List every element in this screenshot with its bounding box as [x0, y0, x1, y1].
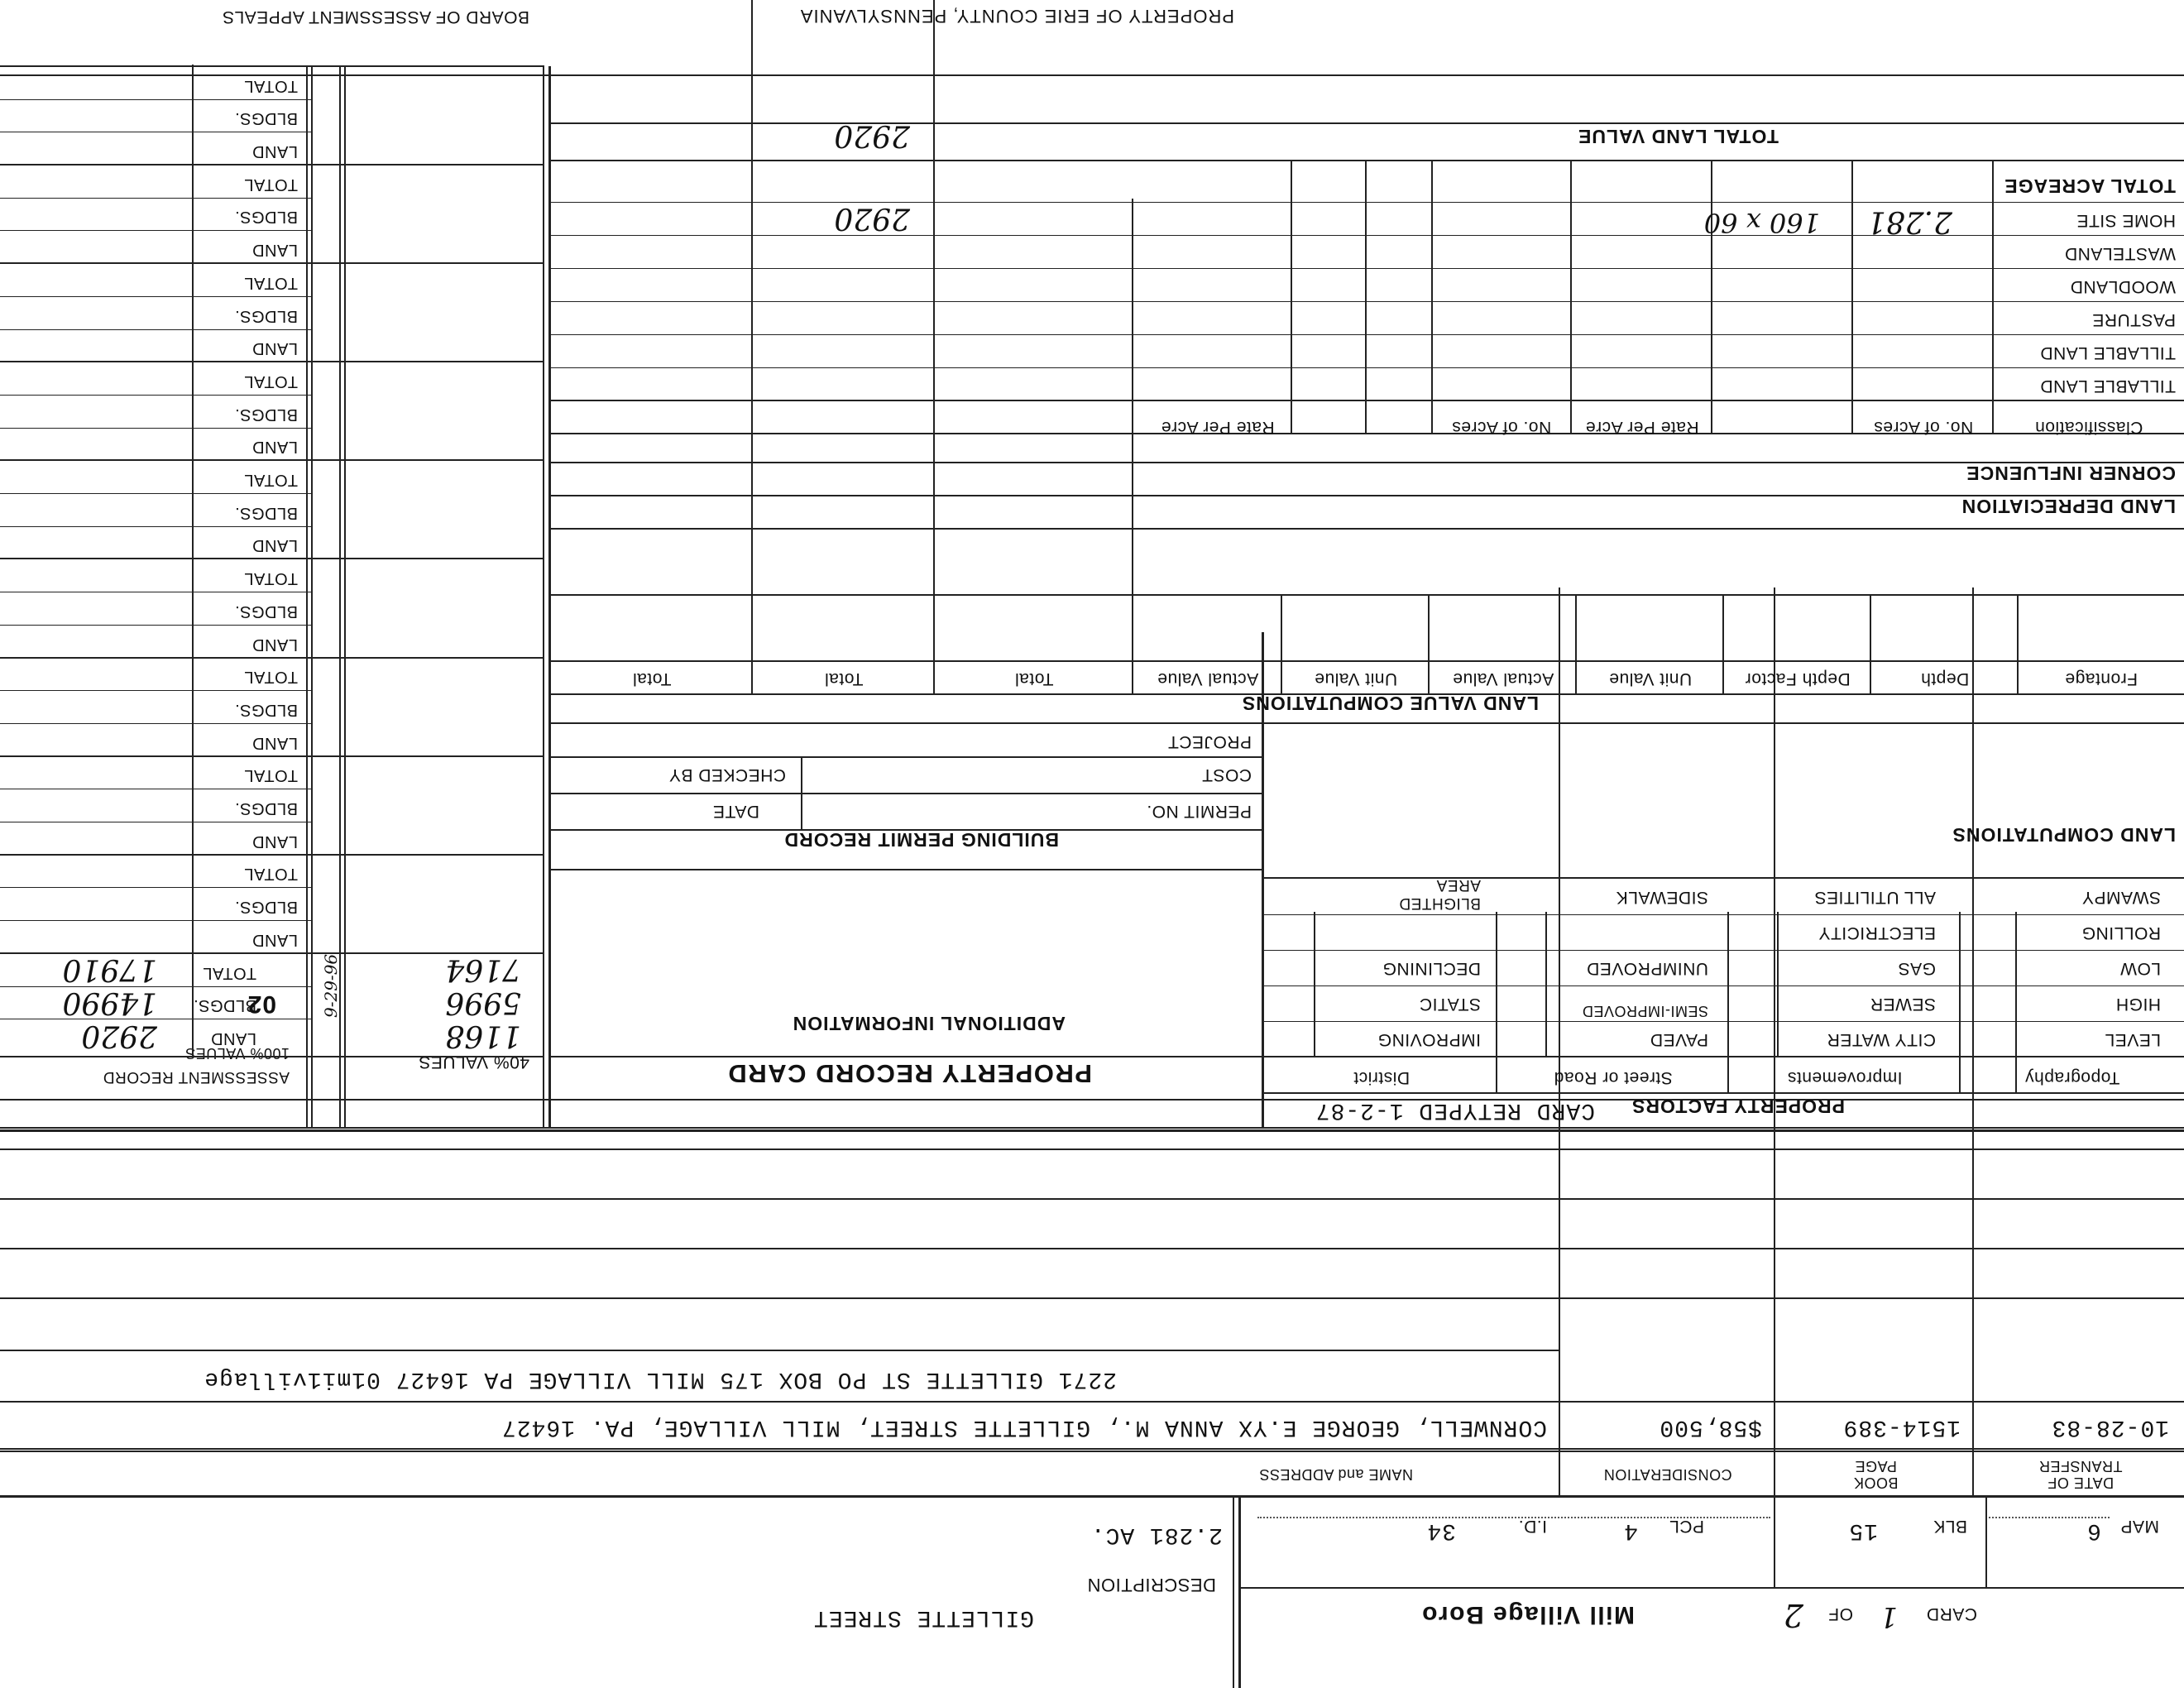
divider [551, 793, 1264, 794]
divider [0, 1248, 2184, 1249]
divider [551, 1056, 1264, 1057]
assess-total: 17910 [62, 952, 157, 986]
class-home-site: HOME SITE [2076, 211, 2176, 230]
divider [0, 296, 313, 297]
divider [751, 0, 753, 695]
value-row-label: TOTAL [243, 668, 298, 687]
imp-sewer: SEWER [1870, 995, 1936, 1014]
divider [0, 690, 313, 691]
pcl-label: PCL [1669, 1517, 1704, 1536]
board-header: BOARD OF ASSESSMENT APPEALS [222, 7, 529, 26]
street-paved: PAVED [1650, 1030, 1708, 1049]
imp-gas: GAS [1898, 959, 1936, 978]
lv-unit-value-1: Unit Value [1608, 669, 1693, 688]
blk-value: 15 [1848, 1518, 1878, 1543]
homesite-value: 2920 [834, 201, 910, 235]
divider [1233, 1498, 1234, 1688]
acre-classification: Classification [2034, 418, 2143, 437]
acre-no-acres-1: No. of Acres [1873, 418, 1974, 437]
divider [551, 594, 2184, 596]
divider [0, 526, 313, 527]
value-row-label: BLDGS. [234, 701, 298, 719]
value-row-label: BLDGS. [234, 898, 298, 917]
lv-actual-value-2: Actual Value [1157, 669, 1259, 688]
acre-rate-2: Rate Per Acre [1161, 418, 1275, 437]
divider [551, 693, 2184, 695]
divider [1774, 587, 1775, 1498]
divider [0, 888, 313, 889]
district-improving: IMPROVING [1377, 1030, 1481, 1049]
acreage-value: 2.281 AC. [1090, 1522, 1223, 1547]
divider [0, 459, 544, 461]
lv-total-2: Total [824, 669, 864, 688]
divider [1314, 912, 1315, 1057]
permit-cost-label: COST [1201, 765, 1252, 784]
divider [0, 559, 544, 560]
divider [0, 428, 313, 429]
value-row-label: BLDGS. [234, 208, 298, 227]
divider [0, 65, 544, 67]
divider [0, 361, 544, 362]
transfer-consideration: $58,500 [1659, 1414, 1762, 1440]
divider [548, 66, 551, 1129]
divider [311, 66, 313, 1129]
divider [0, 986, 313, 987]
value-row-label: BLDGS. [234, 306, 298, 325]
value-row-label: TOTAL [243, 175, 298, 194]
divider [0, 164, 544, 165]
divider [0, 1149, 2184, 1150]
divider [0, 854, 544, 856]
land-value-comp-title: LAND VALUE COMPUTATIONS [1241, 693, 1539, 714]
topo-swampy: SWAMPY [2081, 888, 2161, 907]
value-row-label: TOTAL [243, 372, 298, 391]
record-card-title: PROPERTY RECORD CARD [726, 1059, 1092, 1088]
topo-rolling: ROLLING [2081, 923, 2161, 942]
value-row-label: LAND [251, 536, 298, 555]
description-value: GILLETTE STREET [812, 1604, 1034, 1630]
topo-level: LEVEL [2105, 1030, 2161, 1049]
transfer-address: 2271 GILLETTE ST PO BOX 175 MILL VILLAGE PA 16427 01mi1village [204, 1366, 1117, 1392]
divider [1985, 1517, 2110, 1518]
divider [0, 1297, 2184, 1299]
homesite-rate: 160 x 60 [1703, 207, 1820, 238]
acre-rate-1: Rate Per Acre [1585, 418, 1699, 437]
value-row-label: BLDGS. [193, 996, 256, 1015]
municipality: Mill Village Boro [1420, 1601, 1635, 1628]
lv-depth: Depth [1920, 669, 1970, 688]
divider [0, 1448, 2184, 1450]
divider [0, 231, 313, 232]
divider [0, 1099, 2184, 1101]
card-label: CARD [1926, 1604, 1977, 1623]
value-row-label: LAND [251, 438, 298, 457]
value-row-label: BLDGS. [234, 109, 298, 128]
value-row-label: BLDGS. [234, 799, 298, 818]
divider [1559, 587, 1560, 1498]
land-depreciation-label: LAND DEPRECIATION [1961, 496, 2176, 517]
divider [0, 493, 313, 494]
divider [551, 160, 2184, 161]
value-row-label: LAND [251, 832, 298, 851]
divider [551, 722, 1264, 724]
divider [0, 1451, 2184, 1452]
divider [1545, 912, 1547, 1057]
divider [1264, 1021, 2184, 1022]
divider [1264, 914, 2184, 915]
map-value: 6 [2086, 1518, 2101, 1543]
value-row-label: TOTAL [243, 471, 298, 490]
book-label: BOOK [1853, 1475, 1899, 1491]
divider [1264, 877, 2184, 879]
divider [0, 1056, 544, 1057]
divider [1777, 912, 1779, 1057]
divider [551, 301, 2184, 302]
lv-total-3: Total [632, 669, 672, 688]
transfer-date: 10-28-83 [2051, 1414, 2169, 1440]
class-tillable-2: TILLABLE LAND [2039, 343, 2176, 362]
divider [2015, 912, 2017, 1094]
divider [551, 334, 2184, 335]
divider [1264, 722, 2184, 724]
divider [1972, 587, 1974, 1498]
divider [551, 660, 2184, 662]
divider [543, 66, 544, 1129]
date-transfer-label-2: TRANSFER [2038, 1458, 2123, 1475]
value-row-label: LAND [210, 1029, 256, 1048]
divider [0, 395, 313, 396]
v40-land: 1168 [445, 1019, 521, 1053]
value-row-label: LAND [251, 339, 298, 358]
divider [1257, 1517, 1770, 1518]
assessment-sub: 100% VALUES [184, 1045, 290, 1062]
value-row-label: TOTAL [243, 865, 298, 884]
value-row-label: TOTAL [243, 569, 298, 588]
divider [0, 262, 544, 264]
divider [1264, 1056, 2184, 1057]
permit-checked-label: CHECKED BY [668, 765, 786, 784]
value-row-label: TOTAL [202, 963, 256, 982]
divider [0, 329, 313, 330]
id-value: 34 [1426, 1518, 1456, 1543]
permit-record-title: BUILDING PERMIT RECORD [783, 829, 1059, 851]
value-row-label: BLDGS. [234, 503, 298, 522]
divider [0, 657, 544, 659]
divider [551, 829, 1264, 831]
divider [0, 1198, 2184, 1200]
v40-bldgs: 5996 [445, 985, 521, 1019]
divider [0, 99, 313, 100]
divider [0, 625, 313, 626]
imp-electricity: ELECTRICITY [1818, 923, 1936, 942]
divider [1264, 985, 2184, 986]
value-row-label: LAND [251, 930, 298, 949]
corner-influence-label: CORNER INFLUENCE [1966, 463, 2176, 484]
divider [1132, 199, 1133, 695]
v40-total: 7164 [445, 952, 521, 986]
acre-no-acres-2: No. of Acres [1451, 418, 1552, 437]
divider [551, 367, 2184, 368]
divider [0, 1401, 2184, 1403]
divider [0, 1495, 2184, 1498]
total-land-value: 2920 [834, 118, 910, 152]
col-topography: Topography [2024, 1068, 2120, 1087]
homesite-acres: 2.281 [1866, 204, 1952, 238]
value-row-label: TOTAL [243, 273, 298, 292]
divider [0, 755, 544, 757]
id-label: I.D. [1518, 1517, 1547, 1536]
value-row-label: TOTAL [243, 76, 298, 95]
value-row-label: LAND [251, 635, 298, 654]
assess-land: 2920 [81, 1019, 157, 1053]
divider [0, 920, 313, 921]
lv-frontage: Frontage [2064, 669, 2138, 688]
divider [1238, 1498, 1241, 1688]
divider [0, 74, 2184, 76]
class-woodland: WOODLAND [2070, 277, 2176, 296]
divider [344, 66, 346, 1129]
district-declining: DECLINING [1382, 959, 1481, 978]
v40-date-note: 9-29-96 [321, 953, 341, 1018]
assessment-header: ASSESSMENT RECORD [103, 1068, 290, 1086]
divider [1281, 596, 1282, 695]
col-street: Street or Road [1554, 1068, 1673, 1087]
lv-total-1: Total [1014, 669, 1054, 688]
lv-depth-factor: Depth Factor [1745, 669, 1851, 688]
divider [551, 268, 2184, 269]
divider [1241, 1587, 2184, 1589]
divider [1985, 1498, 1987, 1589]
class-pasture: PASTURE [2091, 310, 2176, 329]
divider [1722, 596, 1724, 695]
divider [551, 122, 2184, 124]
date-transfer-label-1: DATE OF [2047, 1475, 2115, 1491]
divider [0, 1350, 1560, 1351]
divider [0, 1127, 2184, 1129]
divider [933, 0, 935, 695]
description-label: DESCRIPTION [1087, 1575, 1216, 1595]
imp-all-utilities: ALL UTILITIES [1814, 888, 1936, 907]
lv-actual-value-1: Actual Value [1452, 669, 1554, 688]
card-no: 1 [1880, 1600, 1898, 1633]
divider [801, 758, 802, 831]
v40-code: 02 [247, 990, 276, 1018]
transfer-name: CORNWELL, GEORGE E.YX ANNA M., GILLETTE STREET, MILL VILLAGE, PA. 16427 [501, 1414, 1547, 1440]
imp-city-water: CITY WATER [1827, 1030, 1936, 1049]
col-improvements: Improvements [1787, 1068, 1903, 1087]
street-sidewalk: SIDEWALK [1616, 888, 1708, 907]
transfer-book-page: 1514-389 [1842, 1414, 1961, 1440]
divider [551, 462, 2184, 463]
street-unimproved: UNIMPROVED [1586, 959, 1708, 978]
class-total-acreage: TOTAL ACREAGE [2004, 175, 2176, 197]
page-label: PAGE [1855, 1458, 1897, 1475]
divider [0, 198, 313, 199]
divider [1727, 912, 1729, 1094]
divider [1264, 1092, 2184, 1094]
divider [1264, 950, 2184, 951]
pcl-value: 4 [1623, 1518, 1638, 1543]
district-blighted: BLIGHTED AREA [1398, 876, 1481, 912]
value-row-label: BLDGS. [234, 602, 298, 621]
of-total: 2 [1783, 1597, 1803, 1633]
class-tillable-1: TILLABLE LAND [2039, 376, 2176, 396]
divider [1870, 596, 1871, 695]
total-land-value-label: TOTAL LAND VALUE [1577, 126, 1779, 147]
blk-label: BLK [1933, 1517, 1967, 1536]
divider [1428, 596, 1430, 695]
divider [1575, 596, 1577, 695]
land-computations-title: LAND COMPUTATIONS [1952, 824, 2176, 846]
divider [551, 869, 1264, 870]
street-semi-improved: SEMI-IMPROVED [1582, 1003, 1708, 1019]
district-static: STATIC [1419, 995, 1481, 1014]
card-retyped: CARD RETYPED 1-2-87 [1315, 1097, 1595, 1123]
divider [192, 65, 194, 1057]
of-label: OF [1827, 1604, 1853, 1623]
col-district: District [1353, 1068, 1410, 1087]
divider [2017, 596, 2019, 695]
permit-date-label: DATE [712, 802, 759, 821]
divider [551, 756, 1264, 758]
lv-unit-value-2: Unit Value [1314, 669, 1398, 688]
value-row-label: LAND [251, 733, 298, 752]
divider [0, 1129, 2184, 1132]
topo-high: HIGH [2115, 995, 2161, 1014]
divider [1959, 912, 1961, 1094]
divider [1496, 912, 1497, 1094]
consideration-label: CONSIDERATION [1603, 1466, 1732, 1483]
divider [306, 66, 308, 1129]
value-row-label: BLDGS. [234, 405, 298, 424]
divider [551, 528, 2184, 530]
divider [551, 400, 2184, 401]
permit-no-label: PERMIT NO. [1146, 802, 1252, 821]
additional-info-label: ADDITIONAL INFORMATION [792, 1013, 1066, 1034]
divider [1774, 1498, 1775, 1589]
property-of-header: PROPERTY OF ERIE COUNTY, PENNSYLVANIA [799, 6, 1234, 26]
values-40-header: 40% VALUES [418, 1053, 529, 1072]
topo-low: LOW [2119, 959, 2161, 978]
divider [551, 495, 2184, 496]
divider [0, 952, 544, 954]
permit-project-label: PROJECT [1167, 732, 1252, 751]
divider [551, 202, 2184, 203]
value-row-label: LAND [251, 241, 298, 260]
value-row-label: TOTAL [243, 766, 298, 785]
divider [0, 723, 313, 724]
value-row-label: LAND [251, 142, 298, 161]
name-address-label: NAME and ADDRESS [1258, 1466, 1414, 1483]
assess-bldgs: 14990 [62, 985, 157, 1019]
property-factors-title: PROPERTY FACTORS [1631, 1096, 1845, 1117]
map-label: MAP [2119, 1517, 2159, 1536]
class-wasteland: WASTELAND [2064, 244, 2176, 263]
